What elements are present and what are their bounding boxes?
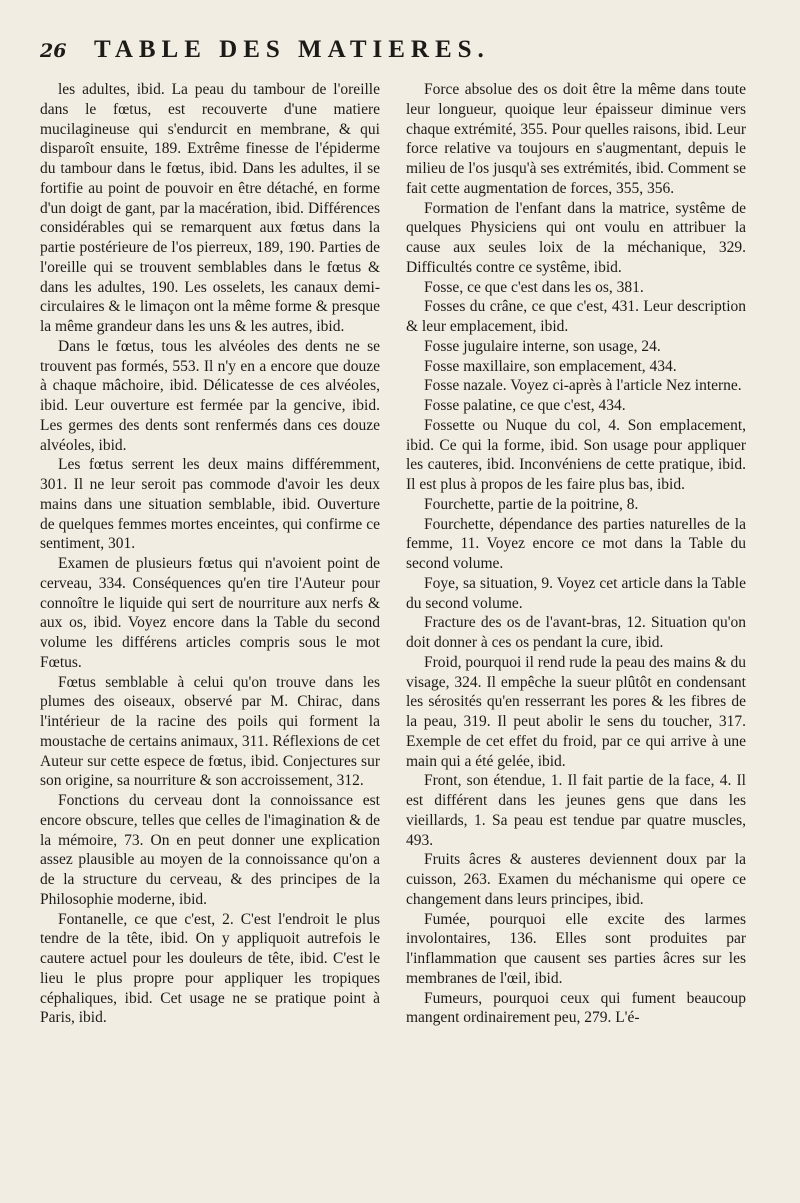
index-entry: Dans le fœtus, tous les alvéoles des dents ne se trouvent pas formés, 553. Il n'y en a encore que douze à chaque mâchoire, ibid. Délicatesse de ces alvéoles, ibid. Leur ouverture est fermée par la gencive, ibid. Les germes des dents sont renfermés dans ces douze alvéoles, ibid.	[40, 337, 380, 454]
index-entry: Fumée, pourquoi elle excite des larmes involontaires, 136. Elles sont produites par l'inflammation que causent ses parties âcres sur les membranes de l'œil, ibid.	[406, 910, 746, 987]
index-entry: Fosse, ce que c'est dans les os, 381.	[424, 278, 644, 296]
index-entry: Fracture des os de l'avant-bras, 12. Situation qu'on doit donner à ces os pendant la cure, ibid.	[406, 614, 746, 651]
index-entry: Front, son étendue, 1. Il fait partie de la face, 4. Il est différent dans les jeunes gens que dans les vieillards, 1. Sa peau est tendue par quatre muscles, 493.	[406, 772, 746, 849]
index-entry: Foye, sa situation, 9. Voyez cet article dans la Table du second volume.	[406, 574, 746, 612]
index-entry: Formation de l'enfant dans la matrice, systême de quelques Physiciens qui ont voulu en attribuer la cause aux seules loix de la méchanique, 329. Difficultés contre ce systême, ibid.	[406, 199, 746, 276]
index-entry: Fumeurs, pourquoi ceux qui fument beaucoup mangent ordinairement peu, 279. L'é-	[406, 989, 746, 1027]
page-number: 26	[40, 40, 67, 62]
index-entry: Fossette ou Nuque du col, 4. Son emplacement, ibid. Ce qui la forme, ibid. Son usage pour appliquer les cauteres, ibid. Inconvéniens de cette pratique, ibid. Il est plus à propos de les faire plus bas, ibid.	[406, 416, 746, 493]
index-entry: Fœtus semblable à celui qu'on trouve dans les plumes des oiseaux, observé par M. Chirac, dans l'intérieur de la racine des poils qui forment la moustache de certains animaux, 311. Réflexions de cet Auteur sur cette espece de fœtus, ibid. Conjectures sur son origine, sa nourriture & son accroissement, 312.	[40, 673, 380, 790]
index-entry: Fosse jugulaire interne, son usage, 24.	[424, 337, 661, 355]
index-entry: Les fœtus serrent les deux mains différemment, 301. Il ne leur seroit pas commode d'avoir les deux mains dans une situation semblable, ibid. Ouverture de quelques femmes mortes enceintes, qui confirme ce sentiment, 301.	[40, 456, 380, 553]
running-head: TABLE DES MATIERES.	[94, 36, 490, 63]
left-column	[40, 80, 380, 1028]
index-entry: Fosse palatine, ce que c'est, 434.	[424, 397, 626, 414]
index-entry: Force absolue des os doit être la même dans toute leur longueur, quoique leur épaisseur diminue vers chaque extrémité, 355. Pour quelles raisons, ibid. Leur force relative va toujours en s'augmentant, depuis le milieu de l'os jusqu'à ses extrémités, ibid. Comment se fait cette augmentation de forces, 355, 356.	[406, 81, 746, 197]
index-entry: Fourchette, dépendance des parties naturelles de la femme, 11. Voyez encore ce mot dans la Table du second volume.	[406, 515, 746, 572]
index-entry: Fruits âcres & austeres deviennent doux par la cuisson, 263. Examen du méchanisme qui opere ce changement dans leurs principes, ibid.	[406, 851, 746, 908]
index-entry: Fourchette, partie de la poitrine, 8.	[424, 495, 639, 513]
index-entry: Fosse nazale. Voyez ci-après à l'article Nez interne.	[424, 377, 742, 395]
index-entry: les adultes, ibid. La peau du tambour de l'oreille dans le fœtus, est recouverte d'une matiere mucilagineuse qui s'endurcit en membrane, & qui disparoît ensuite, 189. Extrême finesse de l'épiderme du tambour dans le fœtus, ibid. Dans les adultes, il se fortifie au point de pouvoir en être détaché, en forme d'un doigt de gant, par la macération, ibid. Différences considérables qui se remarquent aux fœtus dans la partie postérieure de l'os pierreux, 189, 190. Parties de l'oreille qui se trouvent semblables dans le fœtus & dans les adultes, 190. Les osselets, les canaux demi-circulaires & le limaçon ont la même forme & presque la même grandeur dans les uns & les autres, ibid.	[40, 81, 380, 335]
index-entry: Fosses du crâne, ce que c'est, 431. Leur description & leur emplacement, ibid.	[406, 298, 746, 335]
index-entry: Examen de plusieurs fœtus qui n'avoient point de cerveau, 334. Conséquences qu'en tire l'Auteur pour connoître le liquide qui sert de nourriture aux nerfs & aux os, ibid. Voyez encore dans la Table du second volume les différens articles compris sous le mot Fœtus.	[40, 555, 380, 671]
index-entry: Froid, pourquoi il rend rude la peau des mains & du visage, 324. Il empêche la sueur plûtôt en condensant les sérosités qu'en resserrant les pores & les fibres de la peau, 319. Il peut abolir le sens du toucher, 317. Exemple de cet effet du froid, par ce qui arrive à une main qui a été gelée, ibid.	[406, 653, 746, 770]
index-entry: Fonctions du cerveau dont la connoissance est encore obscure, telles que celles de l'imagination & de la mémoire, 73. On en peut donner une explication assez plausible au moyen de la connoissance qu'on a de la structure du cerveau, & des principes de la Philosophie moderne, ibid.	[40, 792, 380, 908]
right-column	[406, 80, 746, 1028]
index-entry: Fontanelle, ce que c'est, 2. C'est l'endroit le plus tendre de la tête, ibid. On y appliquoit autrefois le cautere actuel pour les douleurs de tête, ibid. C'est le lieu le plus propre pour appliquer les tropiques céphaliques, ibid. Cet usage ne se pratique point à Paris, ibid.	[40, 910, 380, 1027]
index-entry: Fosse maxillaire, son emplacement, 434.	[424, 357, 677, 375]
